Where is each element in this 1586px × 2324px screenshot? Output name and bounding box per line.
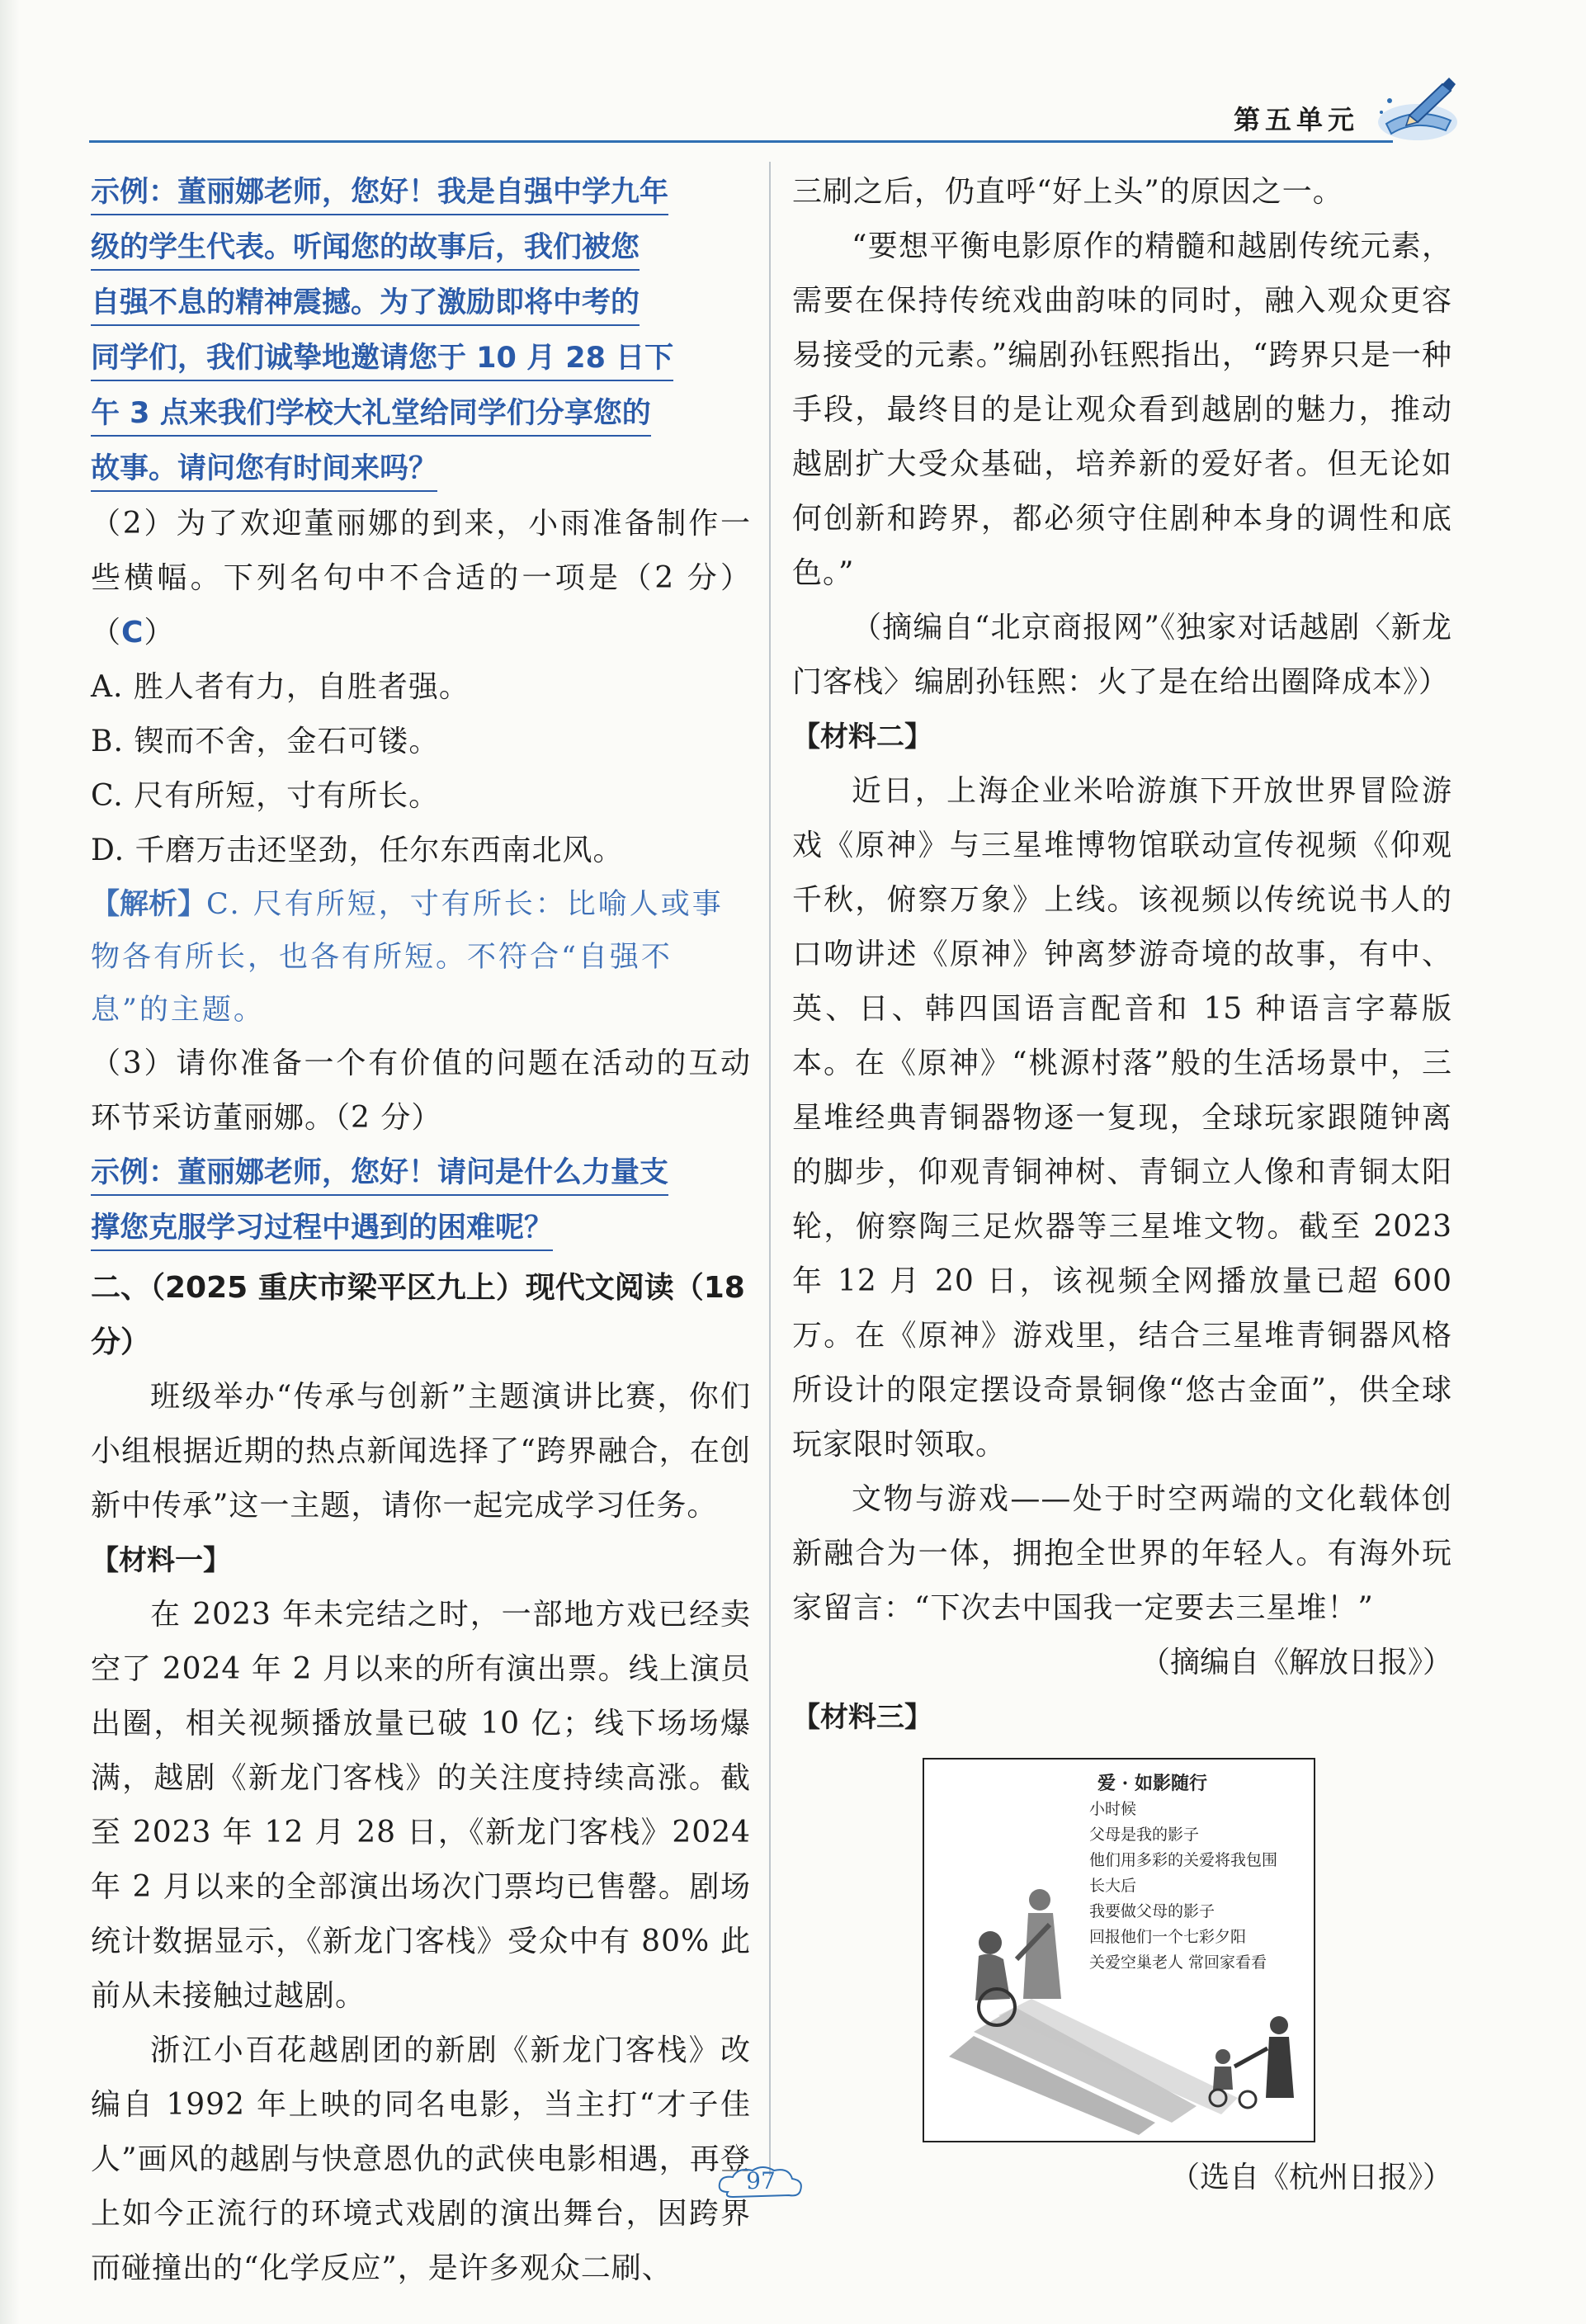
section-2-heading: 二、（2025 重庆市梁平区九上）现代文阅读（18 分） [91, 1271, 745, 1359]
question-3: （3）请你准备一个有价值的问题在活动的互动环节采访董丽娜。（2 分） [91, 1046, 751, 1135]
poster-line: 长大后 [1089, 1877, 1137, 1895]
column-divider [769, 162, 771, 2175]
answer-line: 午 3 点来我们学校大礼堂给同学们分享您的 [91, 397, 651, 437]
material-1-paragraph-2: 浙江小百花越剧团的新剧《新龙门客栈》改编自 1992 年上映的同名电影，当主打“才子佳人”画风的越剧与快意恩仇的武侠电影相遇，再登上如今正流行的环境式戏剧的演出舞台，因跨界而碰撞出的“化学反应”，是许多观众二刷、 [91, 2034, 751, 2285]
material-2-paragraph-1: 近日，上海企业米哈游旗下开放世界冒险游戏《原神》与三星堆博物馆联动宣传视频《仰观千秋，俯察万象》上线。该视频以传统说书人的口吻讲述《原神》钟离梦游奇境的故事，有中、英、日、韩四国语言配音和 15 种语言字幕版本。在《原神》“桃源村落”般的生活场景中，三星堆经典青铜器物逐一复现，全球玩家跟随钟离的脚步，仰观青铜神树、青铜立人像和青铜太阳轮，俯察陶三足炊器等三星堆文物。截至 2023 年 12 月 20 日，该视频全网播放量已超 600 万。在《原神》游戏里，结合三星堆青铜器风格所设计的限定摆设奇景铜像“悠古金面”，供全球玩家限时领取。 [792, 774, 1452, 1462]
answer-line: 故事。请问您有时间来吗？ [91, 452, 437, 492]
poster-title: 爱 · 如影随行 [1097, 1773, 1207, 1794]
question-2-close: ） [144, 616, 175, 649]
question-2 [91, 497, 751, 660]
poster-line: 小时候 [1089, 1800, 1137, 1818]
option-c: C. 尺有所短，寸有所长。 [91, 779, 440, 813]
material-1-source: （摘编自“北京商报网”《独家对话越剧〈新龙门客栈〉编剧孙钰熙：火了是在给出圈降成本》） [792, 611, 1452, 699]
poster-line: 回报他们一个七彩夕阳 [1089, 1928, 1247, 1946]
right-column [792, 165, 1452, 2205]
question-2-text: （2）为了欢迎董丽娜的到来，小雨准备制作一些横幅。下列名句中不合适的一项是（2 分）（ [91, 507, 751, 649]
option-d: D. 千磨万击还坚劲，任尔东西南北风。 [91, 834, 624, 867]
explanation [91, 878, 751, 1037]
option-a: A. 胜人者有力，自胜者强。 [91, 670, 470, 704]
question-2-answer: C [121, 616, 144, 649]
poster-line: 关爱空巢老人 常回家看看 [1089, 1953, 1267, 1972]
page-number-text: 97 [746, 2167, 776, 2194]
answer-line: 自强不息的精神震撼。为了激励即将中考的 [91, 286, 640, 326]
material-2-paragraph-2: 文物与游戏——处于时空两端的文化载体创新融合为一体，拥抱全世界的年轻人。有海外玩家留言：“下次去中国我一定要去三星堆！” [792, 1482, 1452, 1625]
material-2-source: （摘编自《解放日报》） [1140, 1646, 1452, 1679]
pencil-book-icon [1370, 73, 1461, 147]
answer-line: 同学们，我们诚挚地邀请您于 10 月 28 日下 [91, 342, 673, 381]
material-1-paragraph-3: “要想平衡电影原作的精髓和越剧传统元素，需要在保持传统戏曲韵味的同时，融入观众更容易接受的元素。”编剧孙钰熙指出，“跨界只是一种手段，最终目的是让观众看到越剧的魅力，推动越剧扩大受众基础，培养新的爱好者。但无论如何创新和跨界，都必须守住剧种本身的调性和底色。” [792, 229, 1452, 590]
poster-image [923, 1758, 1315, 2142]
task-intro: 班级举办“传承与创新”主题演讲比赛，你们小组根据近期的热点新闻选择了“跨界融合，在创新中传承”这一主题，请你一起完成学习任务。 [91, 1380, 751, 1523]
header-rule [89, 140, 1393, 143]
page-number [711, 2159, 810, 2208]
material-1-tag: 【材料一】 [91, 1544, 231, 1577]
answer-line: 级的学生代表。听闻您的故事后，我们被您 [91, 231, 640, 271]
poster-line: 我要做父母的影子 [1089, 1902, 1215, 1920]
unit-title: 第五单元 [1234, 104, 1360, 135]
poster-text [1089, 1771, 1277, 1976]
explanation-text: C. 尺有所短，寸有所长：比喻人或事物各有所长，也各有所短。不符合“自强不息”的主题。 [91, 888, 724, 1027]
material-2-tag: 【材料二】 [792, 720, 932, 753]
poster-line: 他们用多彩的关爱将我包围 [1089, 1851, 1278, 1869]
explanation-tag: 【解析】 [91, 888, 207, 921]
material-1-continued: 三刷之后，仍直呼“好上头”的原因之一。 [792, 175, 1343, 209]
option-b: B. 锲而不舍，金石可镂。 [91, 725, 440, 758]
left-column [91, 165, 751, 2296]
answer-example-1 [91, 165, 751, 497]
answer-line: 示例：董丽娜老师，您好！请问是什么力量支 [91, 1156, 668, 1196]
material-1-paragraph-1: 在 2023 年未完结之时，一部地方戏已经卖空了 2024 年 2 月以来的所有演出票。线上演员出圈，相关视频播放量已破 10 亿；线下场场爆满，越剧《新龙门客栈》的关注度持续高涨。截至 2023 年 12 月 28 日，《新龙门客栈》2024 年 2 月以来的全部演出场次门票均已售罄。剧场统计数据显示，《新龙门客栈》受众中有 80% 此前从未接触过越剧。 [91, 1598, 751, 2013]
poster-line: 父母是我的影子 [1089, 1826, 1200, 1844]
answer-example-3 [91, 1145, 751, 1256]
material-3-tag: 【材料三】 [792, 1701, 932, 1734]
page-edge [0, 0, 20, 2324]
answer-line: 示例：董丽娜老师，您好！我是自强中学九年 [91, 176, 668, 215]
answer-line: 撑您克服学习过程中遇到的困难呢？ [91, 1212, 553, 1251]
material-3-source: （选自《杭州日报》） [1169, 2161, 1452, 2194]
